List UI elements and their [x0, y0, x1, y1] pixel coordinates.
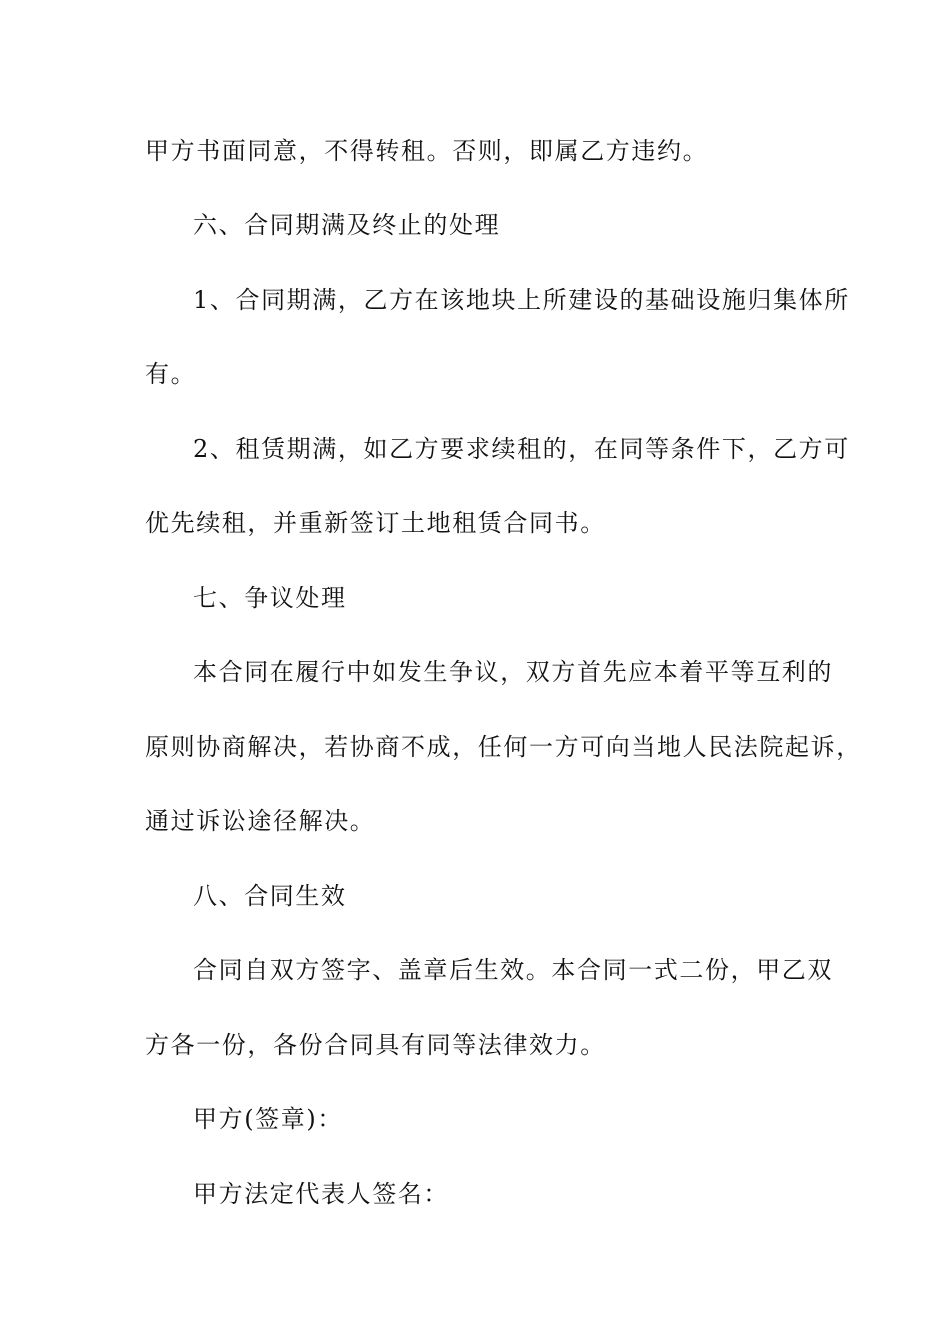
- section-heading: 七、争议处理: [193, 584, 347, 612]
- paragraph-line: 原则协商解决，若协商不成，任何一方可向当地人民法院起诉，: [145, 733, 862, 761]
- paragraph-line: 本合同在履行中如发生争议，双方首先应本着平等互利的: [193, 658, 833, 686]
- section-heading: 八、合同生效: [193, 882, 347, 910]
- paragraph-line: 2、租赁期满，如乙方要求续租的，在同等条件下，乙方可: [193, 435, 850, 463]
- paragraph-line: 有。: [145, 360, 197, 388]
- paragraph-line: 方各一份，各份合同具有同等法律效力。: [145, 1031, 606, 1059]
- paragraph-line: 通过诉讼途径解决。: [145, 807, 376, 835]
- signature-line: 甲方法定代表人签名：: [193, 1180, 449, 1208]
- paragraph-line: 优先续租，并重新签订土地租赁合同书。: [145, 509, 606, 537]
- signature-line: 甲方(签章)：: [193, 1105, 343, 1133]
- paragraph-line: 甲方书面同意，不得转租。否则，即属乙方违约。: [145, 137, 709, 165]
- section-heading: 六、合同期满及终止的处理: [193, 211, 501, 239]
- paragraph-line: 1、合同期满，乙方在该地块上所建设的基础设施归集体所: [193, 286, 850, 314]
- paragraph-line: 合同自双方签字、盖章后生效。本合同一式二份，甲乙双: [193, 956, 833, 984]
